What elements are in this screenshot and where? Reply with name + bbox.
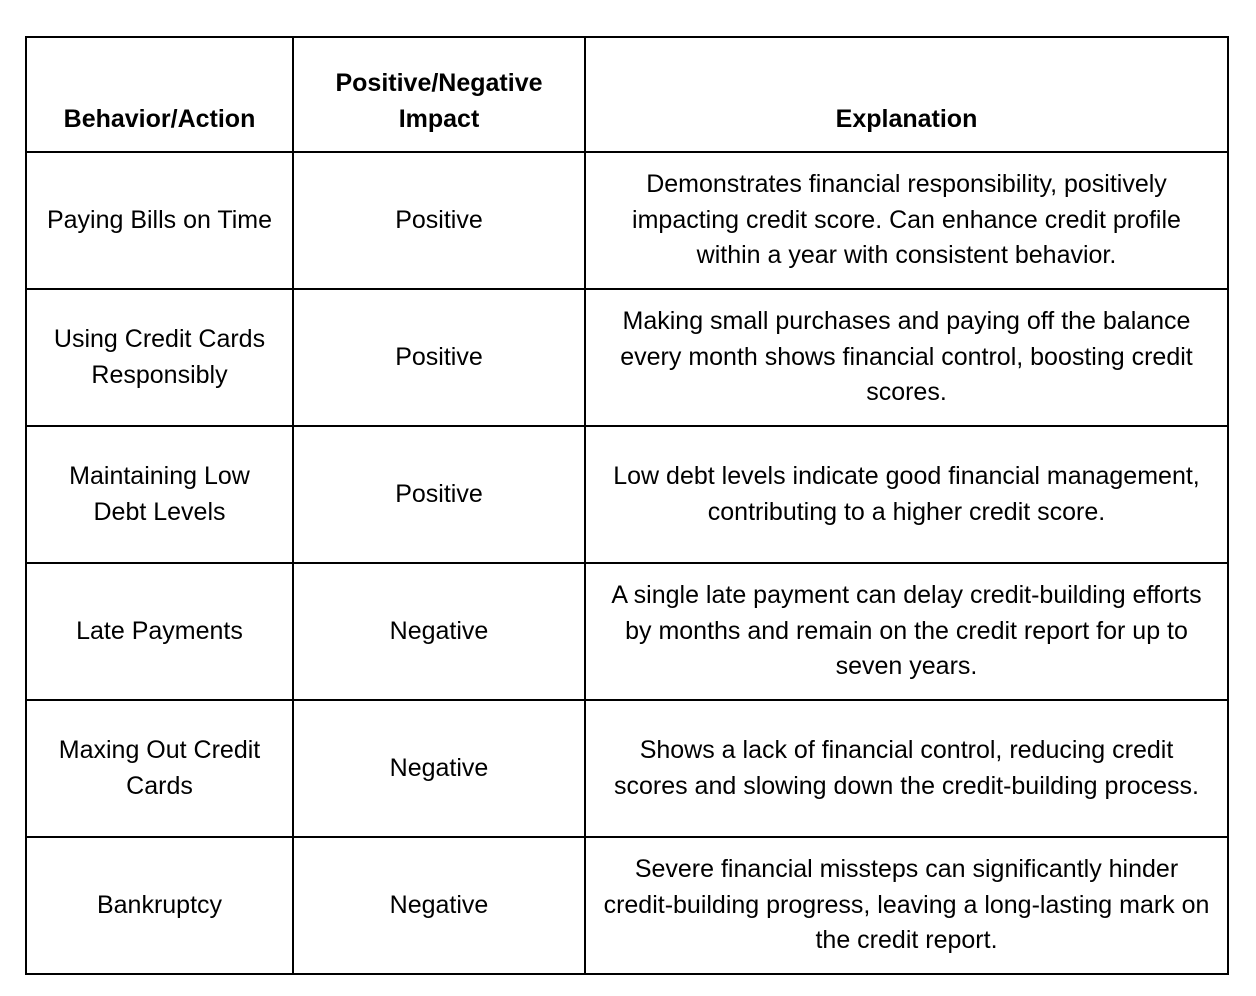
header-row	[26, 37, 1228, 152]
explanation-cell: Severe financial missteps can significantly hinder credit-building progress, leaving a long-lasting mark on the credit report.	[585, 837, 1228, 974]
explanation-cell: A single late payment can delay credit-building efforts by months and remain on the credit report for up to seven years.	[585, 563, 1228, 700]
impact-cell: Negative	[293, 700, 585, 837]
behavior-cell: Paying Bills on Time	[26, 152, 293, 289]
table-row	[26, 700, 1228, 837]
table-row	[26, 289, 1228, 426]
table-row	[26, 152, 1228, 289]
header-explanation: Explanation	[585, 37, 1228, 152]
impact-cell: Positive	[293, 152, 585, 289]
impact-cell: Negative	[293, 837, 585, 974]
behavior-cell: Bankruptcy	[26, 837, 293, 974]
behavior-cell: Maxing Out Credit Cards	[26, 700, 293, 837]
table-row	[26, 426, 1228, 563]
header-impact: Positive/Negative Impact	[293, 37, 585, 152]
explanation-cell: Making small purchases and paying off the balance every month shows financial control, boosting credit scores.	[585, 289, 1228, 426]
explanation-cell: Shows a lack of financial control, reducing credit scores and slowing down the credit-building process.	[585, 700, 1228, 837]
impact-cell: Negative	[293, 563, 585, 700]
table-row	[26, 563, 1228, 700]
explanation-cell: Low debt levels indicate good financial management, contributing to a higher credit score.	[585, 426, 1228, 563]
credit-behavior-table	[25, 36, 1229, 975]
behavior-cell: Using Credit Cards Responsibly	[26, 289, 293, 426]
behavior-cell: Maintaining Low Debt Levels	[26, 426, 293, 563]
behavior-cell: Late Payments	[26, 563, 293, 700]
header-behavior: Behavior/Action	[26, 37, 293, 152]
impact-cell: Positive	[293, 426, 585, 563]
explanation-cell: Demonstrates financial responsibility, positively impacting credit score. Can enhance credit profile within a year with consistent behavior.	[585, 152, 1228, 289]
table-row	[26, 837, 1228, 974]
impact-cell: Positive	[293, 289, 585, 426]
